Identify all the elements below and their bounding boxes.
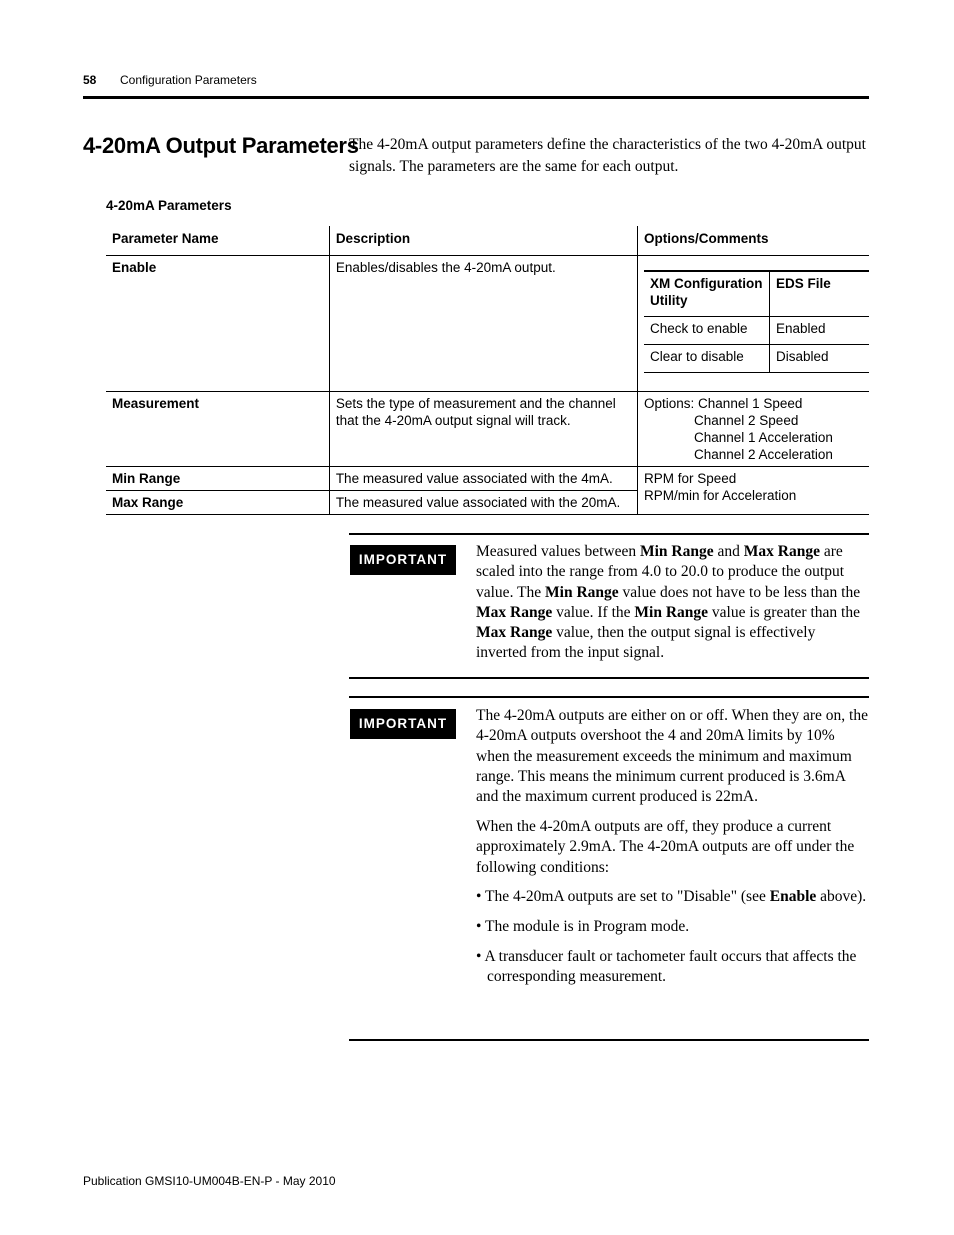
important-paragraph: When the 4-20mA outputs are off, they produce a current approximately 2.9mA. The 4-20mA outputs are off under the following conditions: — [476, 817, 855, 876]
important-text — [476, 542, 869, 673]
param-description: The measured value associated with the 4mA. — [329, 467, 637, 491]
option-item: RPM for Speed — [644, 471, 737, 486]
bullet-item: • The 4-20mA outputs are set to "Disable" (see Enable above). — [476, 888, 867, 906]
header-section: Configuration Parameters — [120, 73, 257, 87]
option-item: Channel 2 Speed — [694, 413, 799, 428]
section-title: 4-20mA Output Parameters — [83, 133, 359, 158]
important-text — [476, 706, 869, 997]
param-options — [638, 392, 870, 467]
table-row — [106, 256, 869, 392]
inner-cell: Enabled — [770, 317, 870, 345]
inner-header-eds: EDS File — [770, 271, 870, 317]
param-name: Min Range — [106, 467, 329, 491]
param-options — [638, 256, 870, 392]
important-paragraph: The 4-20mA outputs are either on or off. When they are on, the 4-20mA outputs overshoot the 4 and 20mA limits by 10% when the measurement exceeds the minimum and maximum range. This means the minimum current produced is 3.6mA and the maximum current produced is 22mA. — [476, 707, 868, 806]
parameters-table — [106, 226, 869, 515]
param-description: Enables/disables the 4-20mA output. — [329, 256, 637, 392]
header-parameter-name: Parameter Name — [106, 226, 329, 256]
important-bottom-rule — [349, 677, 869, 679]
header-rule — [83, 96, 869, 99]
inner-header-xm: XM Configuration Utility — [644, 271, 770, 317]
bullet-item: • A transducer fault or tachometer fault occurs that affects the corresponding measurement. — [476, 947, 857, 986]
intro-paragraph: The 4-20mA output parameters define the characteristics of the two 4-20mA output signals. The parameters are the same for each output. — [349, 136, 866, 175]
important-badge: IMPORTANT — [350, 545, 456, 575]
param-name: Enable — [106, 256, 329, 392]
page-footer: Publication GMSI10-UM004B-EN-P - May 2010 — [83, 1174, 336, 1188]
table-row — [106, 392, 869, 467]
option-item: Channel 1 Speed — [698, 396, 803, 411]
important-badge: IMPORTANT — [350, 709, 456, 739]
options-label: Options: — [644, 396, 695, 411]
options-line — [644, 395, 863, 412]
param-name: Measurement — [106, 392, 329, 467]
page-header — [83, 73, 257, 87]
important-paragraph: Measured values between Min Range and Max Range are scaled into the range from 4.0 to 20.0 to produce the output value. The Min Range value does not have to be less than the Max Range value. If the Min Range value is greater than the Max Range value, then the output signal is effectively inverted from the input signal. — [476, 543, 861, 662]
option-item: RPM/min for Acceleration — [644, 488, 797, 503]
enable-options-table — [644, 270, 869, 373]
table-header-row — [106, 226, 869, 256]
inner-cell: Clear to disable — [644, 345, 770, 373]
table-row — [106, 467, 869, 491]
bullet-item: • The module is in Program mode. — [476, 918, 690, 936]
header-description: Description — [329, 226, 637, 256]
important-bottom-rule — [349, 1039, 869, 1041]
option-item: Channel 1 Acceleration — [694, 430, 833, 445]
inner-cell: Disabled — [770, 345, 870, 373]
important-top-rule — [349, 533, 869, 535]
header-options: Options/Comments — [638, 226, 870, 256]
table-caption: 4-20mA Parameters — [106, 198, 232, 213]
param-name: Max Range — [106, 491, 329, 515]
option-item: Channel 2 Acceleration — [694, 447, 833, 462]
param-description: Sets the type of measurement and the channel that the 4-20mA output signal will track. — [329, 392, 637, 467]
param-options — [638, 467, 870, 515]
inner-cell: Check to enable — [644, 317, 770, 345]
important-top-rule — [349, 696, 869, 698]
param-description: The measured value associated with the 20mA. — [329, 491, 637, 515]
page-number: 58 — [83, 73, 97, 87]
